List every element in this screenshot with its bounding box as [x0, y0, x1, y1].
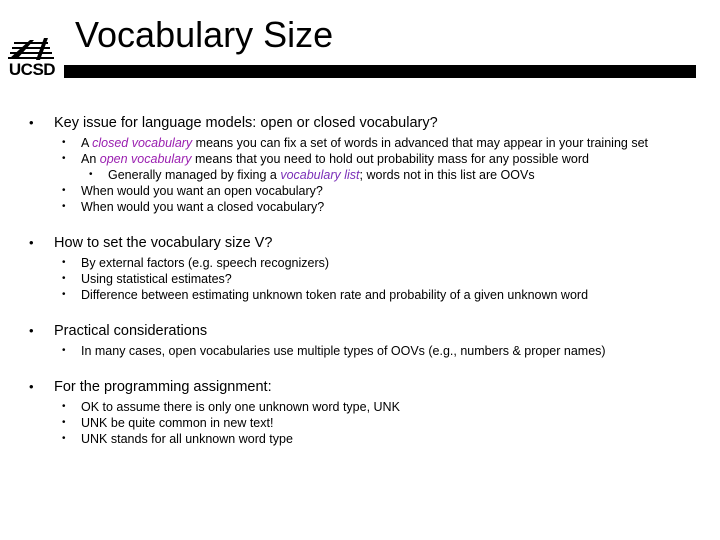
item-text: means that you need to hold out probability mass for any possible word: [191, 152, 589, 166]
bullet-level1: [0, 233, 720, 253]
item-text: In many cases, open vocabularies use multiple types of OOVs (e.g., numbers & proper names): [81, 344, 606, 358]
bullet-dot-icon: •: [62, 433, 66, 444]
bullet-level2: [0, 135, 661, 151]
item-text: OK to assume there is only one unknown word type, UNK: [81, 400, 400, 414]
bullet-level2: [0, 399, 661, 415]
slide-title: Vocabulary Size: [75, 14, 334, 55]
bullet-level2: [0, 183, 661, 199]
section-assignment: [0, 377, 720, 447]
item-text: UNK stands for all unknown word type: [81, 432, 293, 446]
bullet-dot-icon: •: [62, 289, 66, 300]
bullet-dot-icon: •: [62, 153, 66, 164]
bullet-dot-icon: •: [29, 115, 34, 130]
item-text: ; words not in this list are OOVs: [359, 168, 535, 182]
bullet-level2: [0, 151, 661, 167]
item-text: When would you want a closed vocabulary?: [81, 200, 325, 214]
bullet-dot-icon: •: [62, 137, 66, 148]
item-text: means you can fix a set of words in advanced that may appear in your training set: [192, 136, 648, 150]
slide-content: [0, 113, 720, 465]
bullet-level1: [0, 377, 720, 397]
bullet-dot-icon: •: [29, 235, 34, 250]
ucsd-logo: [4, 36, 56, 84]
bullet-dot-icon: •: [62, 257, 66, 268]
bullet-dot-icon: •: [62, 345, 66, 356]
bullet-dot-icon: •: [62, 401, 66, 412]
bullet-dot-icon: •: [62, 417, 66, 428]
bullet-level2: [0, 287, 661, 303]
section-heading: Key issue for language models: open or closed vocabulary?: [54, 115, 438, 131]
bullet-dot-icon: •: [29, 323, 34, 338]
bullet-level2: [0, 343, 720, 359]
item-text: When would you want an open vocabulary?: [81, 184, 323, 198]
bullet-level2: [0, 271, 661, 287]
highlight-term: vocabulary list: [280, 168, 360, 182]
bullet-level2: [0, 199, 661, 215]
section-vocabulary-size: [0, 233, 720, 303]
item-text: By external factors (e.g. speech recognizers): [81, 256, 330, 270]
item-text: Using statistical estimates?: [81, 272, 232, 286]
bullet-dot-icon: •: [89, 169, 93, 180]
bullet-dot-icon: •: [62, 201, 66, 212]
bullet-level1: [0, 113, 720, 133]
section-vocabulary-type: [0, 113, 720, 215]
highlight-term: closed vocabulary: [92, 136, 193, 150]
section-practical: [0, 321, 720, 359]
bullet-level3: [0, 167, 720, 183]
bullet-level2: [0, 431, 661, 447]
item-text: UNK be quite common in new text!: [81, 416, 274, 430]
item-text: An: [81, 152, 100, 166]
item-text: Difference between estimating unknown token rate and probability of a given unknown word: [81, 288, 589, 302]
section-heading: For the programming assignment:: [54, 379, 272, 395]
bullet-dot-icon: •: [62, 185, 66, 196]
bullet-level2: [0, 415, 661, 431]
section-heading: Practical considerations: [54, 323, 208, 339]
bullet-dot-icon: •: [62, 273, 66, 284]
title-divider-bar: [64, 65, 696, 78]
section-heading: How to set the vocabulary size V?: [54, 235, 273, 251]
item-text: A: [81, 136, 93, 150]
item-text: Generally managed by fixing a: [108, 168, 281, 182]
bullet-level2: [0, 255, 661, 271]
bullet-dot-icon: •: [29, 379, 34, 394]
logo-text: UCSD: [8, 60, 56, 79]
bullet-level1: [0, 321, 720, 341]
highlight-term: open vocabulary: [99, 152, 192, 166]
